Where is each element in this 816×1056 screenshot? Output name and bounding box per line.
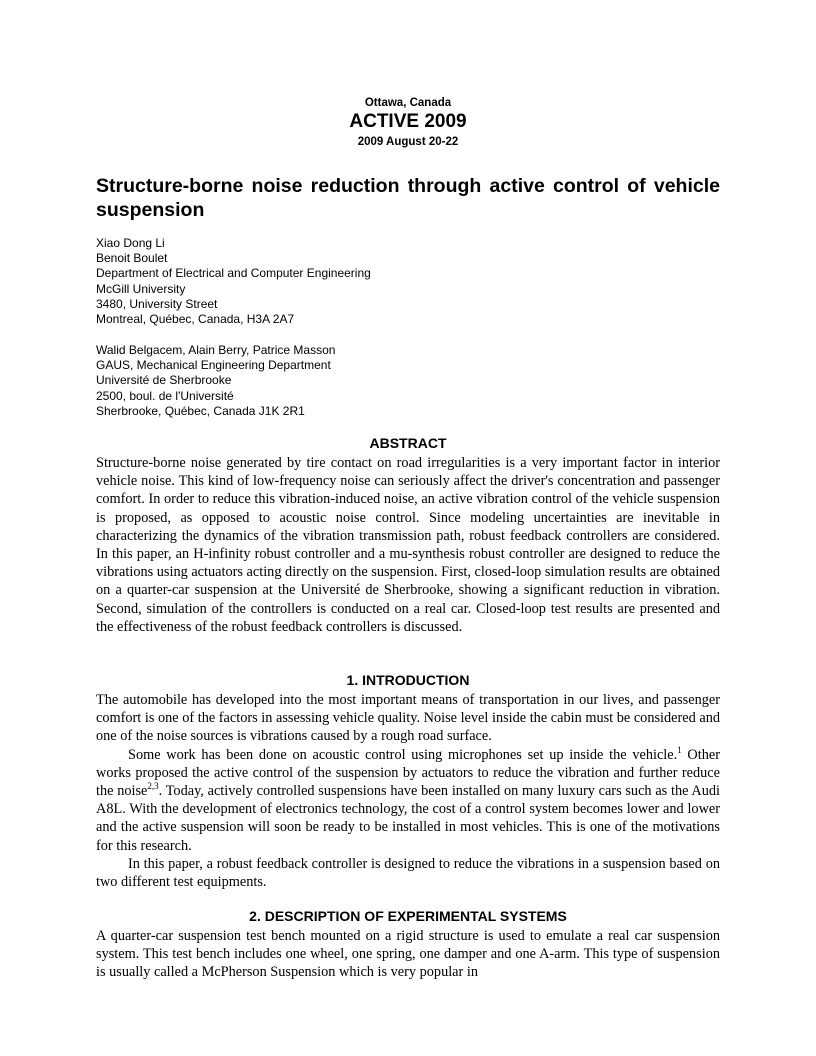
abstract-paragraph: Structure-borne noise generated by tire contact on road irregularities is a very important factor in interior vehicle noise. This kind of low-frequency noise can seriously affect the driver's concentration and passenger comfort. In order to reduce this vibration-induced noise, an active vibration control of the vehicle suspension is proposed, as opposed to acoustic noise control. Since modeling uncertainties are inevitable in characterizing the dynamics of the vibration transmission path, robust feedback controllers are considered. In this paper, an H-infinity robust controller and a mu-synthesis robust controller are designed to reduce the vibrations using actuators acting directly on the suspension. First, closed-loop simulation results are obtained on a quarter-car suspension at the Université de Sherbrooke, showing a significant reduction in vibration. Second, simulation of the controllers is conducted on a real car. Closed-loop test results are presented and the effectiveness of the robust feedback controllers is discussed. (96, 455, 720, 635)
intro-paragraph-2-part-a: Some work has been done on acoustic control using microphones set up inside the vehicle. (128, 746, 678, 763)
city-address: Sherbrooke, Québec, Canada J1K 2R1 (96, 403, 305, 418)
department: GAUS, Mechanical Engineering Department (96, 358, 331, 373)
abstract-heading: ABSTRACT (369, 435, 447, 451)
conference-name: ACTIVE 2009 (349, 111, 467, 132)
author-affiliation-block-1 (96, 236, 371, 327)
paper-title: Structure-borne noise reduction through active control of vehicle suspension (96, 175, 720, 221)
author-names: Walid Belgacem, Alain Berry, Patrice Masson (96, 343, 336, 357)
university: Université de Sherbrooke (96, 373, 232, 388)
conference-date: 2009 August 20-22 (357, 136, 459, 148)
introduction-heading: 1. INTRODUCTION (346, 672, 470, 688)
abstract-body (96, 454, 720, 636)
city-address: Montreal, Québec, Canada, H3A 2A7 (96, 312, 295, 327)
intro-paragraph-1: The automobile has developed into the most important means of transportation in our lives, and passenger comfort is one of the factors in assessing vehicle quality. Noise level inside the cabin must be considered and one of the noise sources is vibrations caused by a rough road surface. (96, 692, 720, 745)
department: Department of Electrical and Computer Engineering (96, 266, 371, 281)
street-address: 2500, boul. de l'Université (96, 388, 234, 403)
experimental-systems-body (96, 927, 720, 982)
conference-location: Ottawa, Canada (364, 97, 452, 109)
intro-paragraph-2 (96, 746, 720, 855)
street-address: 3480, University Street (96, 296, 218, 311)
author-affiliation-block-2 (96, 343, 335, 419)
section2-paragraph-1: A quarter-car suspension test bench mounted on a rigid structure is used to emulate a real car suspension system. This test bench includes one wheel, one spring, one damper and one A-arm. This type of suspension is usually called a McPherson Suspension which is very popular in (96, 928, 720, 981)
citation-superscript-2-3: 2,3 (147, 781, 159, 792)
intro-paragraph-2-part-c: . Today, actively controlled suspensions have been installed on many luxury cars such as the Audi A8L. With the development of electronics technology, the cost of a control system becomes lower and lower and the active suspension will soon be ready to be installed in most vehicles. This is one of the motivations for this research. (96, 783, 720, 854)
intro-paragraph-2-part-b: Other works proposed the active control of the suspension by actuators to reduce the vibration and further reduce the noise (96, 746, 720, 800)
experimental-systems-heading: 2. DESCRIPTION OF EXPERIMENTAL SYSTEMS (249, 908, 567, 924)
citation-superscript-1: 1 (677, 744, 682, 755)
introduction-body (96, 691, 720, 891)
intro-paragraph-3: In this paper, a robust feedback controller is designed to reduce the vibrations in a suspension based on two different test equipments. (96, 855, 720, 891)
author-name: Xiao Dong Li (96, 236, 165, 250)
author-name: Benoit Boulet (96, 251, 168, 266)
university: McGill University (96, 281, 186, 296)
